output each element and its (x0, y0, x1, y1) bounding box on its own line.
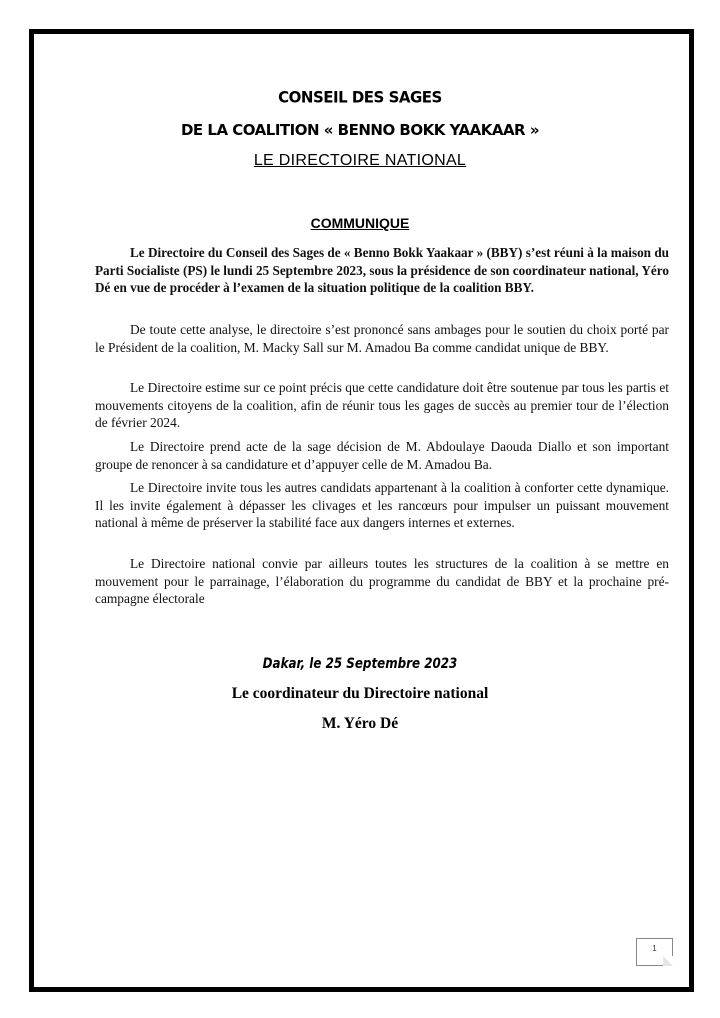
signature-name: M. Yéro Dé (321, 715, 399, 732)
page-curl-icon (663, 956, 673, 966)
header-directorate: LE DIRECTOIRE NATIONAL (253, 152, 467, 169)
signature-role: Le coordinateur du Directoire national (231, 685, 489, 702)
paragraph-candidacy: Le Directoire estime sur ce point précis que cette candidature doit être soutenue par tous les partis et mouvements citoyens de la coalition, afin de réunir tous les gages de succès au premier tour de l’élection de février 2024. (95, 380, 669, 430)
paragraph-withdrawal: Le Directoire prend acte de la sage décision de M. Abdoulaye Daouda Diallo et son important groupe de renoncer à sa candidature et d’appuyer celle de M. Amadou Ba. (95, 439, 669, 472)
header-coalition-name: DE LA COALITION « BENNO BOKK YAAKAAR » (180, 121, 540, 139)
signature-place-date: Dakar, le 25 Septembre 2023 (262, 656, 458, 672)
document-title: COMMUNIQUE (310, 215, 410, 231)
page-number-box (636, 938, 673, 966)
header-council-title: CONSEIL DES SAGES (278, 87, 442, 107)
paragraph-support: De toute cette analyse, le directoire s’est prononcé sans ambages pour le soutien du choix porté par le Président de la coalition, M. Macky Sall sur M. Amadou Ba comme candidat unique de BBY. (95, 322, 669, 355)
paragraph-intro: Le Directoire du Conseil des Sages de « Benno Bokk Yaakaar » (BBY) s’est réuni à la maison du Parti Socialiste (PS) le lundi 25 Septembre 2023, sous la présidence de son coordinateur national, Yéro Dé en vue de procéder à l’examen de la situation politique de la coalition BBY. (95, 245, 669, 295)
page-number: 1 (652, 944, 657, 953)
paragraph-invitation: Le Directoire invite tous les autres candidats appartenant à la coalition à conforter cette dynamique. Il les invite également à dépasser les clivages et les rancœurs pour impulser un puissant mouvement national à même de préserver la stabilité face aux dangers internes et externes. (95, 480, 669, 530)
paragraph-mobilization: Le Directoire national convie par ailleurs toutes les structures de la coalition à se mettre en mouvement pour le parrainage, l’élaboration du programme du candidat de BBY et la prochaine pré-campagne électorale (95, 556, 669, 606)
